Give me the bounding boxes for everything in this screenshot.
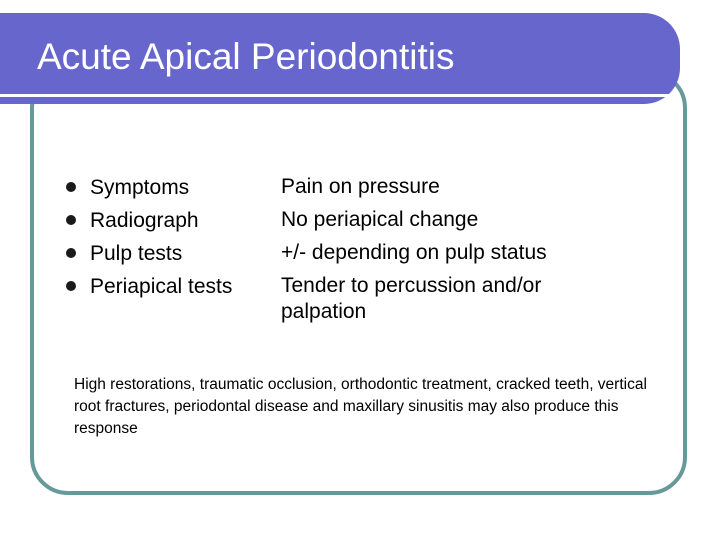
bullet-item xyxy=(64,171,601,204)
bullet-value: No periapical change xyxy=(281,208,479,231)
bullet-item xyxy=(64,237,601,270)
bullet-icon xyxy=(64,204,90,237)
bullet-value: Pain on pressure xyxy=(281,175,440,198)
bullet-label: Symptoms xyxy=(90,176,190,199)
bullet-label: Radiograph xyxy=(90,209,199,232)
bullet-icon xyxy=(64,270,90,303)
bullet-item xyxy=(64,204,601,237)
bullet-value: +/- depending on pulp status xyxy=(281,241,547,264)
footnote-text: High restorations, traumatic occlusion, orthodontic treatment, cracked teeth, vertical root fractures, periodontal disease and maxillary sinusitis may also produce this response xyxy=(74,376,647,437)
bullet-icon xyxy=(64,237,90,270)
bullet-label: Periapical tests xyxy=(90,275,233,298)
bullet-value: Tender to percussion and/or palpation xyxy=(281,274,542,323)
bullet-icon xyxy=(64,171,90,204)
title-underline xyxy=(0,94,671,97)
bullet-label: Pulp tests xyxy=(90,242,183,265)
bullet-item xyxy=(64,270,601,329)
bullet-list xyxy=(64,171,601,329)
slide-title: Acute Apical Periodontitis xyxy=(37,36,455,77)
